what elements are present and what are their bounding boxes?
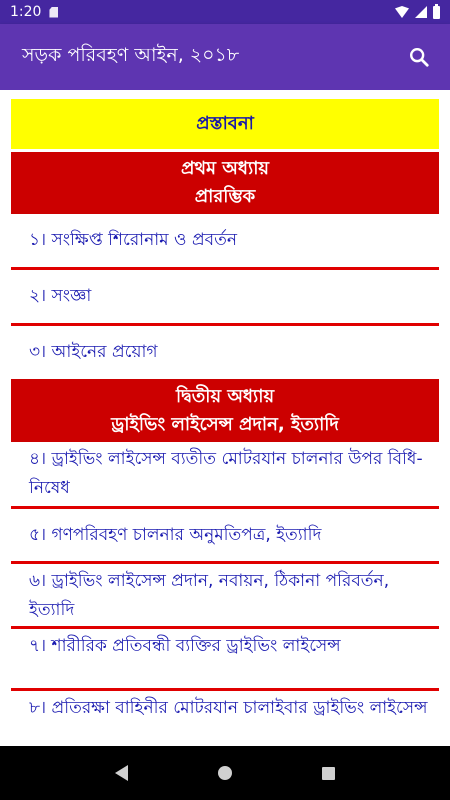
search-icon — [408, 46, 430, 68]
section-label: ১। সংক্ষিপ্ত শিরোনাম ও প্রবর্তন — [29, 230, 237, 250]
chapter-header-1[interactable] — [11, 152, 439, 214]
section-label: ৭। শারীরিক প্রতিবন্ধী ব্যক্তির ড্রাইভিং লাইসেন্স — [29, 636, 341, 656]
chapter-subtitle: ড্রাইভিং লাইসেন্স প্রদান, ইত্যাদি — [111, 413, 339, 435]
contents-list-scroll[interactable] — [0, 90, 450, 746]
navigation-bar — [0, 746, 450, 800]
battery-icon — [433, 6, 440, 19]
app-bar — [0, 24, 450, 90]
list-item[interactable] — [11, 509, 439, 564]
contents-list — [11, 99, 439, 746]
sd-card-icon — [49, 7, 58, 18]
app-title: সড়ক পরিবহণ আইন, ২০১৮ — [22, 44, 240, 66]
section-label: ৬। ড্রাইভিং লাইসেন্স প্রদান, নবায়ন, ঠিকানা পরিবর্তন, ইত্যাদি — [29, 571, 390, 620]
section-label: ৫। গণপরিবহণ চালনার অনুমতিপত্র, ইত্যাদি — [29, 524, 322, 545]
wifi-icon — [395, 6, 409, 18]
home-icon[interactable] — [218, 766, 232, 780]
chapter-title: দ্বিতীয় অধ্যায় — [175, 385, 275, 407]
list-item[interactable] — [11, 270, 439, 326]
search-button[interactable] — [404, 42, 434, 72]
section-label: ২। সংজ্ঞা — [29, 286, 92, 306]
list-item[interactable] — [11, 629, 439, 691]
signal-icon — [415, 6, 427, 18]
chapter-title: প্রথম অধ্যায় — [180, 158, 270, 179]
list-item[interactable] — [11, 214, 439, 270]
status-time: 1:20 — [10, 4, 42, 20]
preamble-item[interactable]: প্রস্তাবনা — [11, 99, 439, 149]
section-label: ৩। আইনের প্রয়োগ — [29, 342, 158, 362]
back-icon[interactable] — [115, 765, 128, 781]
chapter-subtitle: প্রারম্ভিক — [194, 186, 256, 207]
status-bar — [0, 0, 450, 24]
recent-apps-icon[interactable] — [322, 767, 335, 780]
status-icons — [395, 6, 440, 19]
list-item[interactable] — [11, 691, 439, 746]
list-item[interactable] — [11, 442, 439, 509]
chapter-header-2[interactable] — [11, 379, 439, 442]
list-item[interactable] — [11, 564, 439, 629]
list-item[interactable] — [11, 326, 439, 379]
section-label: ৪। ড্রাইভিং লাইসেন্স ব্যতীত মোটরযান চালনার উপর বিধি-নিষেধ — [29, 449, 423, 498]
section-label: ৮। প্রতিরক্ষা বাহিনীর মোটরযান চালাইবার ড্রাইভিং লাইসেন্স — [29, 698, 428, 718]
